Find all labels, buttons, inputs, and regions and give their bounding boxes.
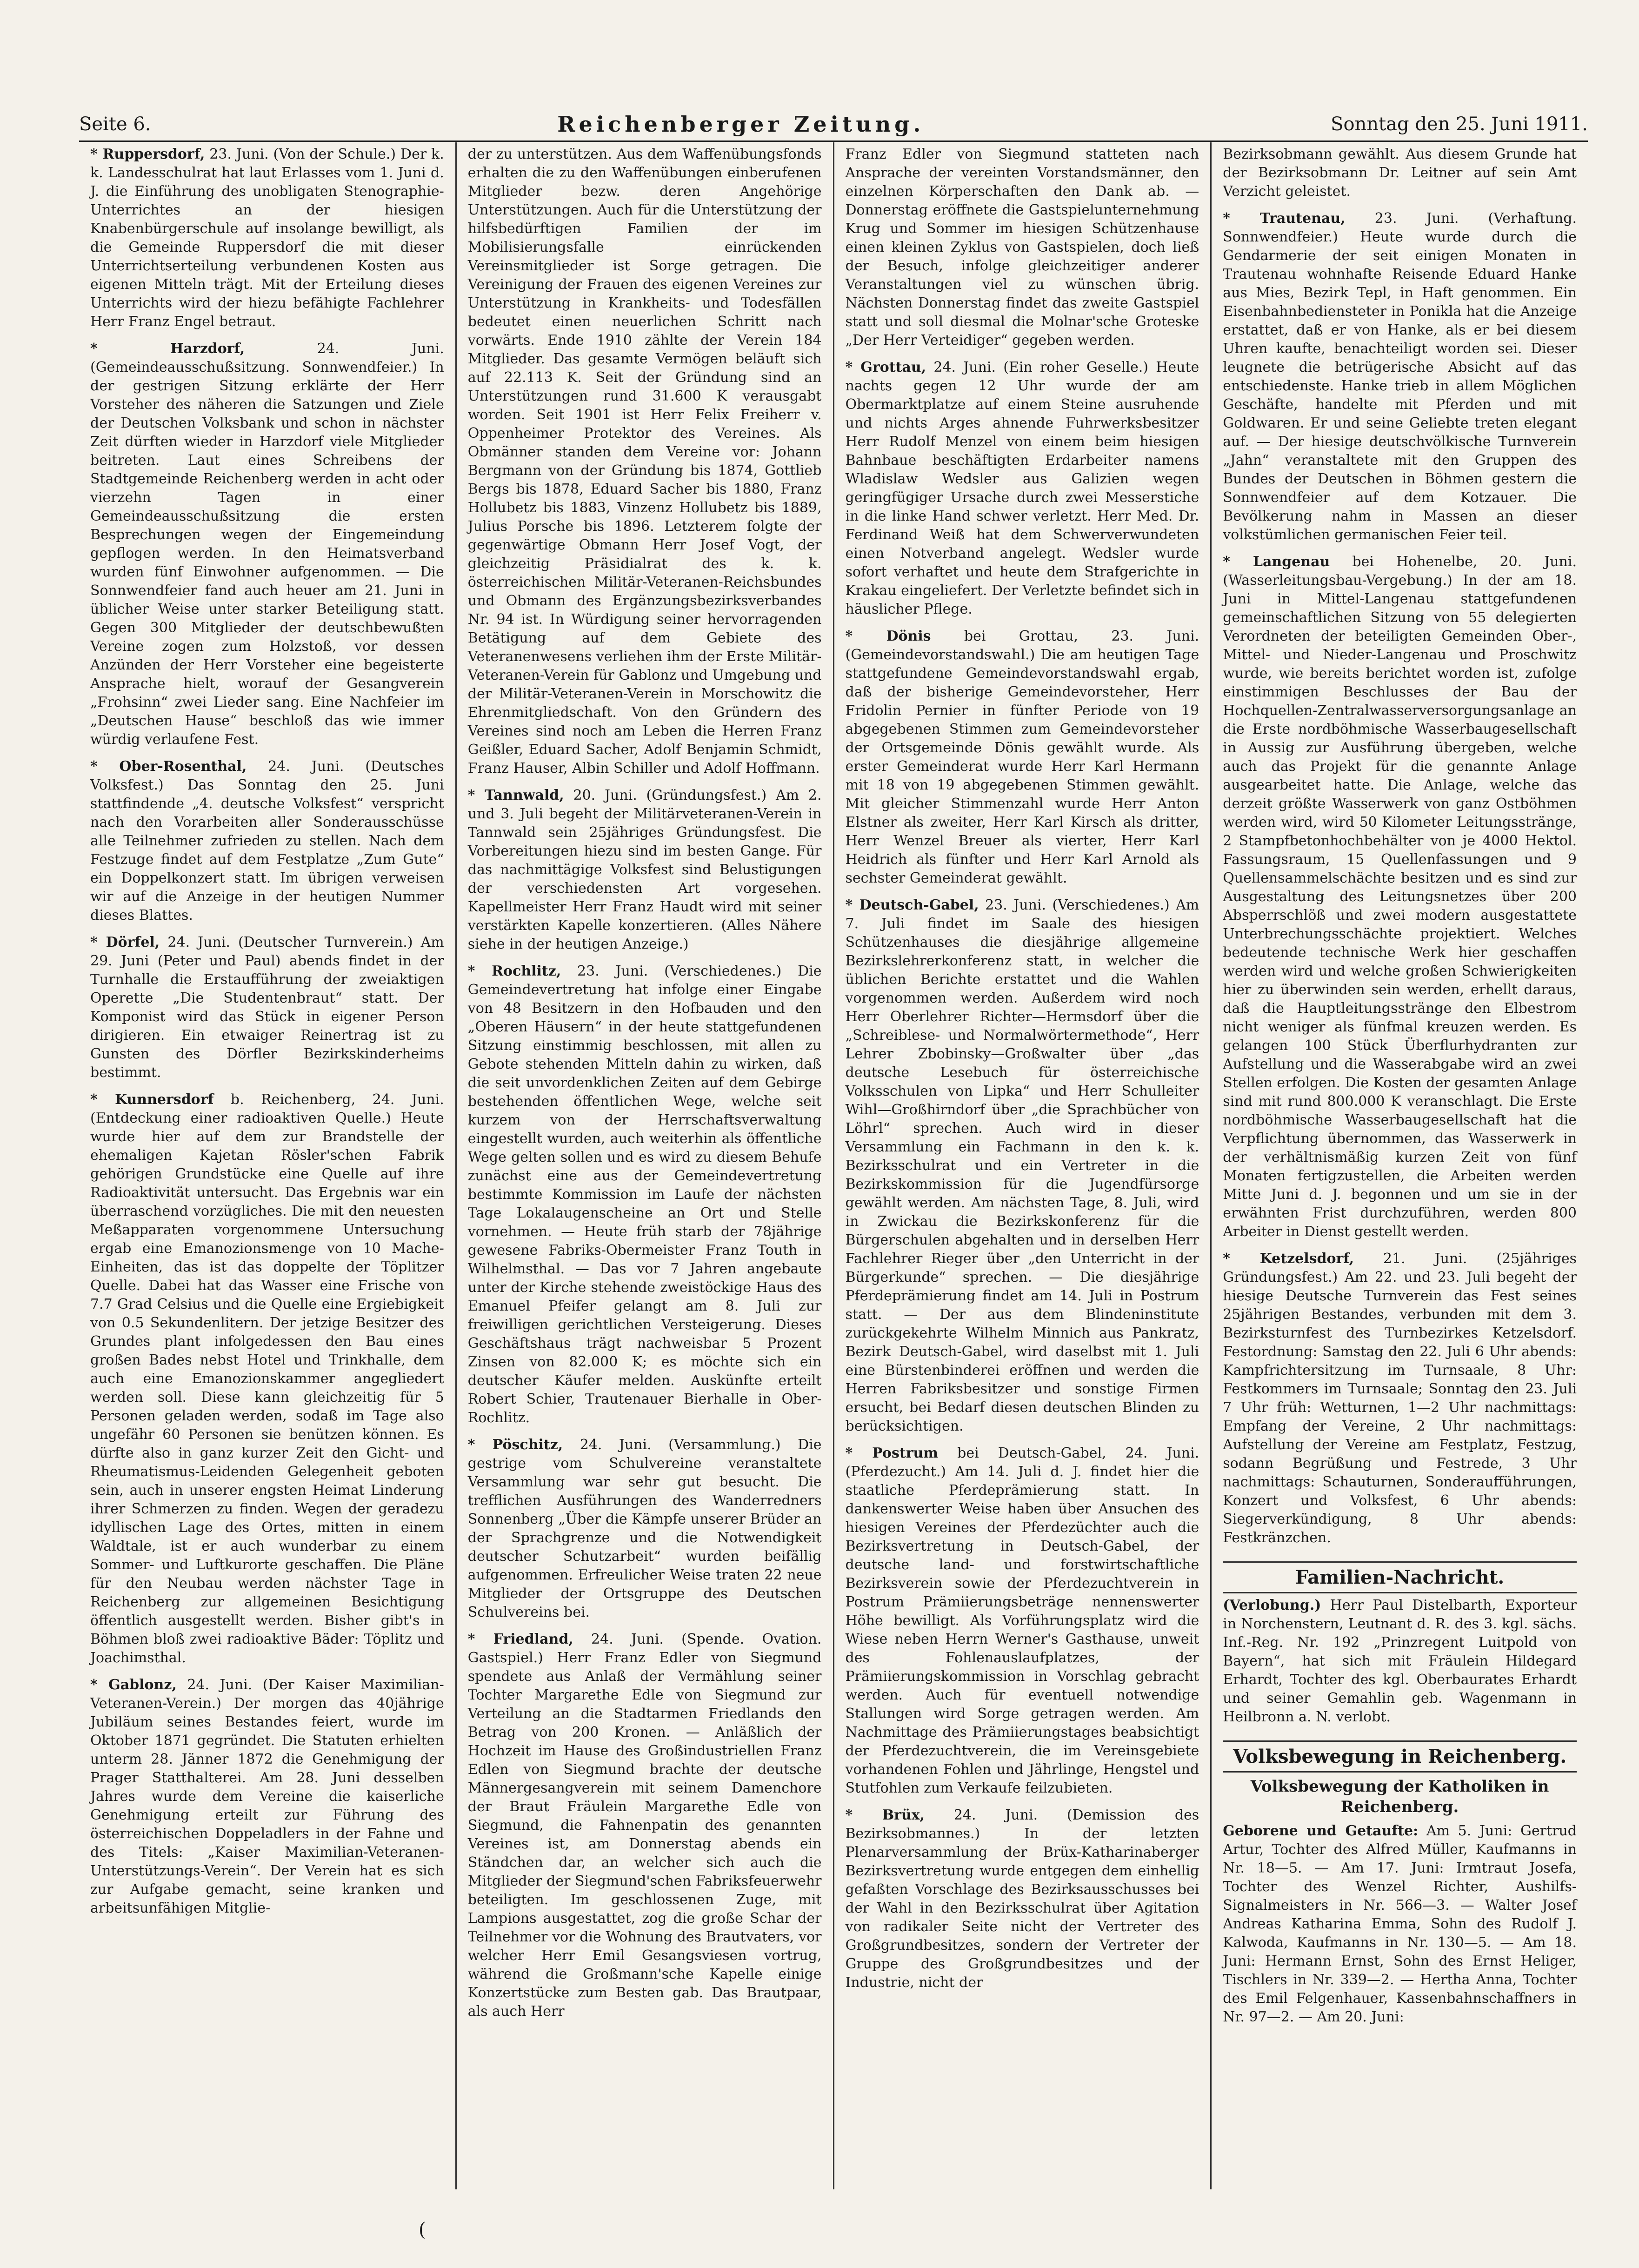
article [90, 933, 444, 1082]
article-body: Der k. k. Landesschulrat hat laut Erlasses vom 1. Juni d. J. die Einführung des unobligaten Stenographie-Unterrichtes an der hiesigen Knabenbürgerschule auf insolange bewilligt, als die Gemeinde Ruppersdorf die mit dieser Unterrichtserteilung verbundenen Kosten aus eigenen Mitteln trägt. Mit der Erteilung dieses Unterrichts wird der hiezu befähigte Fachlehrer Herr Franz Engel betraut. [90, 146, 444, 330]
article-body: Am 5. Juni: Gertrud Artur, Tochter des Alfred Müller, Kaufmanns in Nr. 18—5. — Am 17. Juni: Irmtraut Josefa, Tochter des Wenzel Richter, Aushilfs-Signalmeisters in Nr. 566—3. — Walter Josef Andreas Katharina Emma, Sohn des Rudolf J. Kalwoda, Kaufmanns in Nr. 130—5. — Am 18. Juni: Hermann Ernst, Sohn des Ernst Heliger, Tischlers in Nr. 339—2. — Hertha Anna, Tochter des Emil Felgenhauer, Kassenbahnschaffners in Nr. 97—2. — Am 20. Juni: [1223, 1823, 1577, 2025]
column-2 [457, 142, 834, 2189]
section-heading: Volksbewegung in Reichenberg. [1223, 1740, 1577, 1773]
article-body: Am 14. Juli d. J. findet hier die staatliche Pferdeprämierung statt. In dankenswerter Weise haben über Ansuchen des hiesigen Vereines der Pferdezüchter auch die Bezirksvertretung in Deutsch-Gabel, der deutsche land- und forstwirtschaftliche Bezirksverein sowie der Pferdezuchtverein in Postrum Prämiierungsbeträge nennenswerter Höhe bewilligt. Als Vorführungsplatz wird die Wiese neben Herrn Werner's Gasthause, unweit des Fohlenauslaufplatzes, der Prämiierungskommission in Vorschlag gebracht werden. Auch für eventuell notwendige Stallungen wird Sorge getragen werden. Am Nachmittage des Prämiierungstages beabsichtigt der Pferdezuchtverein, die im Vereinsgebiete vorhandenen Fohlen und Jährlinge, Hengstel und Stutfohlen zum Verkaufe feilzubieten. [845, 1464, 1199, 1796]
article [468, 145, 822, 778]
article-body: Am 2. und 3. Juli begeht der Militärveteranen-Verein in Tannwald sein 25jähriges Gründungsfest. Die Vorbereitungen hiezu sind im besten Gange. Für das nachmittägige Volksfest sind Belustigungen der verschiedensten Art vorgesehen. Kapellmeister Herr Franz Haudt wird mit seiner verstärkten Kapelle konzertieren. (Alles Nähere siehe in der heutigen Anzeige.) [467, 787, 822, 952]
article [468, 786, 822, 954]
article-body: Das Sonntag den 25. Juni stattfindende „4. deutsche Volksfest“ verspricht nach den Vorarbeiten aller Sonderausschüsse alle Teilnehmer zufrieden zu stellen. Nach dem Festzuge findet auf dem Festplatze „Zum Gute“ ein Doppelkonzert statt. Im übrigen verweisen wir auf die Anzeige in der heutigen Nummer dieses Blattes. [90, 777, 444, 923]
article [1223, 209, 1577, 544]
article [1223, 1822, 1577, 2027]
article-dateline: 24. Juni. (Deutsches Volksfest.) [90, 758, 444, 793]
article-dateline: 24. Juni. (Demission des Bezirksobmannes.) [845, 1807, 1199, 1842]
article-columns [79, 142, 1588, 2189]
article-dateline: 24. Juni. (Der Kaiser Maximilian-Veteranen-Verein.) [90, 1677, 444, 1712]
article-body: Heute wurde durch die Gendarmerie der seit einigen Monaten in Trautenau wohnhafte Reisende Eduard Hanke aus Mies, Bezirk Tepl, in Haft genommen. Ein Eisenbahnbediensteter in Ponikla hat die Anzeige erstattet, daß er von Hanke, als er bei diesem Uhren kaufte, benachteiligt worden sei. Dieser leugnete die betrügerische Absicht auf das entschiedenste. Hanke trieb in allem Möglichen Geschäfte, handelte mit Pferden und mit Goldwaren. Er und seine Geliebte treten elegant auf. — Der hiesige deutschvölkische Turnverein „Jahn“ veranstaltete mit den Gruppen des Bundes der Deutschen in Böhmen gestern die Sonnwendfeier auf dem Kotzauer. Die Bevölkerung nahm in Massen an dieser volkstümlichen germanischen Feier teil. [1223, 229, 1577, 543]
article-place: * Trautenau, [1223, 210, 1346, 227]
article-dateline: 23. Juni. (Verschiedenes.) [985, 897, 1170, 913]
footer-mark: ( [419, 2219, 426, 2241]
article [1223, 1250, 1577, 1547]
article-place: * Friedland, [467, 1631, 573, 1647]
article-dateline: bei Grottau, 23. Juni. (Gemeindevorstandswahl.) [845, 628, 1199, 663]
article-place: * Ketzelsdorf, [1223, 1251, 1354, 1267]
article-body: Die am heutigen Tage stattgefundene Gemeindevorstandswahl ergab, daß der bisherige Gemeindevorsteher, Herr Fridolin Pernier in fünfter Periode von 19 abgegebenen Stimmen zum Gemeindevorsteher der Ortsgemeinde Dönis gewählt wurde. Als erster Gemeinderat wurde Herr Karl Hermann mit 18 von 19 abgegebenen Stimmen gewählt. Mit gleicher Stimmenzahl wurde Herr Anton Elstner als zweiter, Herr Karl Kirsch als dritter, Herr Wenzel Breuer als vierter, Herr Karl Heidrich als fünfter und Herr Karl Arnold als sechster Gemeinderat gewählt. [845, 647, 1199, 886]
article [846, 145, 1199, 350]
article-place: * Pöschitz, [467, 1437, 563, 1453]
article-dateline: 23. Juni. (Verhaftung. Sonnwendfeier.) [1223, 210, 1577, 245]
article [468, 962, 822, 1427]
article-place: * Kunnersdorf [90, 1091, 214, 1108]
article-body: Am 22. und 23. Juli begeht der hiesige Deutsche Turnverein das Fest seines 25jährigen Bestandes, verbunden mit dem 3. Bezirksturnfest des Turnbezirkes Ketzelsdorf. Festordnung: Samstag den 22. Juli 6 Uhr abends: Kampfrichtersitzung im Turnsaale, 8 Uhr: Festkommers im Turnsaale; Sonntag den 23. Juli 7 Uhr früh: Wetturnen, 1—2 Uhr nachmittags: Empfang der Vereine, 2 Uhr nachmittags: Aufstellung der Vereine am Festplatz, Festzug, sodann Begrüßung und Festrede, 3 Uhr nachmittags: Schauturnen, Sonderaufführungen, Konzert und Volksfest, 6 Uhr abends: Siegerverkündigung, 8 Uhr abends: Festkränzchen. [1223, 1269, 1577, 1546]
article-place: * Ruppersdorf, [90, 146, 205, 162]
article [846, 358, 1199, 619]
article-dateline: bei Deutsch-Gabel, 24. Juni. (Pferdezucht.) [845, 1445, 1199, 1480]
article-body: Am 29. Juni (Peter und Paul) abends findet in der Turnhalle die Erstaufführung der zweiaktigen Operette „Die Studentenbraut“ statt. Der Komponist wird das Stück in eigener Person dirigieren. Ein etwaiger Reinertrag ist zu Gunsten des Dörfler Bezirkskinderheims bestimmt. [90, 934, 444, 1081]
column-4 [1212, 142, 1588, 2189]
section-heading: Familien-Nachricht. [1223, 1561, 1577, 1593]
article-place: * Grottau, [845, 359, 926, 375]
article-body: Der morgen das 40jährige Jubiläum seines Bestandes feiert, wurde im Oktober 1871 gegründet. Die Statuten erhielten unterm 28. Jänner 1872 die Genehmigung der Prager Statthalterei. Am 28. Juni desselben Jahres wurde dem Vereine die kaiserliche Genehmigung erteilt zur Führung des österreichischen Doppeladlers in der Fahne und des Titels: „Kaiser Maximilian-Veteranen-Unterstützungs-Verein“. Der Verein hat es sich zur Aufgabe gemacht, seine kranken und arbeitsunfähigen Mitglie- [90, 1695, 444, 1916]
article-place: * Postrum [845, 1445, 939, 1461]
column-3 [834, 142, 1212, 2189]
article-place: * Langenau [1223, 554, 1330, 570]
article [468, 1630, 822, 2021]
article-place: * Gablonz, [90, 1677, 177, 1693]
article-dateline: 21. Juni. (25jähriges Gründungsfest.) [1223, 1251, 1577, 1285]
article-dateline: 23. Juni. (Von der Schule.) [209, 146, 396, 162]
article-body: Bezirksobmann gewählt. Aus diesem Grunde hat der Bezirksobmann Dr. Leitner auf sein Amt Verzicht geleistet. [1223, 146, 1577, 200]
article [1223, 553, 1577, 1241]
article-body: Am 7. Juli findet im Saale des hiesigen Schützenhauses die diesjährige allgemeine Bezirkslehrerkonferenz statt, in welcher die üblichen Berichte erstattet und die Wahlen vorgenommen werden. Außerdem wird noch Herr Oberlehrer Richter—Hermsdorf über die „Schreiblese- und Normalwörtermethode“, Herr Lehrer Zbobinsky—Großwalter über „das deutsche Lesebuch für österreichische Volksschulen von Lipka“ und Herr Schulleiter Wihl—Großhirndorf über „die Sprachbücher von Löhrl“ sprechen. Auch wird in dieser Versammlung ein Fachmann in den k. k. Bezirksschulrat und ein Vertreter in die Bezirkskommission für die Jugendfürsorge gewählt werden. Am nächsten Tage, 8. Juli, wird in Zwickau die Bezirkskonferenz für die Bürgerschulen abgehalten und in derselben Herr Fachlehrer Rieger über „den Unterricht in der Bürgerkunde“ sprechen. — Die diesjährige Pferdeprämierung findet am 14. Juli in Postrum statt. — Der aus dem Blindeninstitute zurückgekehrte Wilhelm Minnich aus Pankratz, Bezirk Deutsch-Gabel, wird daselbst mit 1. Juli eine Bürstenbinderei eröffnen und werden die Herren Fabriksbesitzer und sonstige Firmen ersucht, bei Bedarf diesen deutschen Blinden zu berücksichtigen. [845, 897, 1199, 1434]
article-dateline: bei Hohenelbe, 20. Juni. (Wasserleitungsbau-Vergebung.) [1223, 554, 1577, 589]
article-place: * Ober-Rosenthal, [90, 758, 247, 775]
article [1223, 145, 1577, 201]
article-place: (Verlobung.) [1223, 1597, 1321, 1613]
article [846, 896, 1199, 1436]
page-header [79, 108, 1588, 142]
article [90, 145, 444, 331]
article-place: * Deutsch-Gabel, [845, 897, 979, 913]
section-subheading: Volksbewegung der Katholiken in Reichenberg. [1250, 1777, 1549, 1816]
article-body: In der am 18. Juni in Mittel-Langenau stattgefundenen gemeinschaftlichen Sitzung von 55 delegierten Verordneten der beteiligten Gemeinden Ober-, Mittel- und Nieder-Langenau und Proschwitz wurde, wie bereits berichtet worden ist, zufolge einstimmigen Beschlusses der Bau der Hochquellen-Zentralwasserversorgungsanlage an die Erste nordböhmische Wasserbaugesellschaft in Aussig zur Ausführung übergeben, welche auch das Projekt für die genannte Anlage ausgearbeitet hatte. Die Anlage, welche das derzeit größte Wasserwerk von ganz Ostböhmen werden wird, wird 50 Kilometer Leitungsstränge, 2 Stampfbetonhochbehälter von je 4000 Hektol. Fassungsraum, 15 Quellenfassungen und 9 Quellensammelschächte besitzen und es sind zur Ausgestaltung des Leitungsnetzes über 200 Absperrschlöß und zwei modern ausgestattete Unterbrechungsschächte projektiert. Welches bedeutende technische Werk hier geschaffen werden wird und welche großen Schwierigkeiten hier zu überwinden sein werden, erhellt daraus, daß die Hauptleitungsstränge den Elbestrom nicht weniger als fünfmal kreuzen werden. Es gelangen 100 Stück Überflurhydranten zur Aufstellung und die Wasserabgabe wird an zwei Stellen erfolgen. Die Kosten der gesamten Anlage sind mit rund 800.000 K veranschlagt. Die Erste nordböhmische Wasserbaugesellschaft hat die Verpflichtung übernommen, das Wasserwerk in der verhältnismäßig kurzen Zeit von fünf Monaten fertigzustellen, die Arbeiten werden Mitte Juni d. J. begonnen und um sie in der erwähnten Frist durchzuführen, werden 800 Arbeiter in Dienst gestellt werden. [1223, 572, 1577, 1240]
page-number: Seite 6. [79, 114, 151, 135]
article-place: * Dönis [845, 628, 931, 644]
article [846, 1444, 1199, 1798]
article-place: * Tannwald, [467, 787, 564, 803]
article [846, 627, 1199, 888]
article-dateline: 24. Juni. (Gemeindeausschußsitzung. Sonnwendfeier.) [90, 341, 444, 375]
article [90, 757, 444, 925]
article-body: Heute wurde hier auf dem zur Brandstelle der ehemaligen Kajetan Rösler'schen Fabrik gehörigen Grundstücke eine Quelle auf ihre Radioaktivität untersucht. Das Ergebnis war ein überraschend vorzügliches. Die mit den neuesten Meßapparaten vorgenommene Untersuchung ergab eine Emanozionsmenge von 10 Mache-Einheiten, das ist das doppelte der Töplitzer Quelle. Dabei hat das Wasser eine Frische von 7.7 Grad Celsius und die Quelle eine Ergiebigkeit von 0.5 Sekundenlitern. Der jetzige Besitzer des Grundes plant infolgedessen den Bau eines großen Bades nebst Hotel und Trinkhalle, dem auch eine Emanozionskammer angegliedert werden soll. Diese kann gleichzeitig für 5 Personen geladen werden, sodaß im Tage also ungefähr 60 Personen sie benützen können. Es dürfte also in ganz kurzer Zeit den Gicht- und Rheumatismus-Leidenden Gelegenheit geboten sein, auch in unserer engsten Heimat Linderung ihrer Schmerzen zu finden. Wegen der geradezu idyllischen Lage des Ortes, mitten in einem Waldtale, ist er auch wunderbar zu einem Sommer- und Luftkurorte geschaffen. Die Pläne für den Neubau werden nächster Tage in Reichenberg zur allgemeinen Besichtigung öffentlich ausgestellt werden. Bisher gibt's in Böhmen bloß zwei radioaktive Bäder: Töplitz und Joachimsthal. [90, 1110, 444, 1666]
masthead-title: Reichenberger Zeitung. [557, 112, 925, 137]
article-body: Heute nachts gegen 12 Uhr wurde der am Obermarktplatze auf einem Steine ausruhende und nichts Arges ahnende Fuhrwerksbesitzer Herr Rudolf Menzel von einem beim hiesigen Bahnbaue beschäftigten Erdarbeiter namens Wladislaw Wedsler aus Galizien wegen geringfügiger Ursache durch zwei Messerstiche in die linke Hand schwer verletzt. Herr Med. Dr. Ferdinand Weiß hat dem Schwerverwundeten einen Notverband angelegt. Wedsler wurde sofort verhaftet und heute dem Strafgerichte in Krakau eingeliefert. Der Verletzte befindet sich in häuslicher Pflege. [845, 359, 1199, 617]
article-body: In der letzten Plenarversammlung der Brüx-Katharinaberger Bezirksvertretung wurde entgegen dem einhellig gefaßten Vorschlage des Bezirksausschusses bei der Wahl in den Bezirksschulrat über Agitation von radikaler Seite nicht der Vertreter des Großgrundbesitzes, sondern der Vertreter der Gruppe des Großgrundbesitzes und der Industrie, nicht der [845, 1826, 1199, 1991]
article-dateline: 20. Juni. (Gründungsfest.) [573, 787, 767, 803]
article-dateline: 23. Juni. (Verschiedenes.) [577, 963, 782, 979]
article-body: Die Gemeindevertretung hat infolge einer Eingabe von 48 Besitzern in den Hofbauden und den „Oberen Häusern“ in der heute stattgefundenen Sitzung einstimmig beschlossen, mit allen zu Gebote stehenden Mitteln dahin zu wirken, daß die seit unvordenklichen Zeiten auf dem Gebirge bestehenden öffentlichen Wege, welche seit kurzem von der Herrschaftsverwaltung eingestellt wurden, auch weiterhin als öffentliche Wege gelten sollen und es wird zu diesem Behufe zunächst eine aus der Gemeindevertretung bestimmte Kommission im Laufe der nächsten Tage Lokalaugenscheine an Ort und Stelle vornehmen. — Heute früh starb der 78jährige gewesene Fabriks-Obermeister Franz Touth in Wilhelmsthal. — Das vor 7 Jahren angebaute unter der Kirche stehende zweistöckige Haus des Emanuel Pfeifer gelangt am 8. Juli zur freiwilligen gerichtlichen Versteigerung. Dieses Geschäftshaus trägt nachweisbar 5 Prozent Zinsen von 82.000 K; es möchte sich ein deutscher Käufer melden. Auskünfte erteilt Robert Schier, Trautenauer Bierhalle in Ober-Rochlitz. [467, 963, 822, 1426]
article-body: In der gestrigen Sitzung erklärte der Herr Vorsteher des näheren die Satzungen und Ziele der Deutschen Volksbank und schon in nächster Zeit dürften wieder in Harzdorf viele Mitglieder beitreten. Laut eines Schreibens der Stadtgemeinde Reichenberg werden in acht oder vierzehn Tagen in einer Gemeindeausschußsitzung die ersten Besprechungen wegen der Eingemeindung gepflogen werden. In den Heimatsverband wurden fünf Einwohner aufgenommen. — Die Sonnwendfeier fand auch heuer am 21. Juni in üblicher Weise unter starker Beteiligung statt. Gegen 300 Mitglieder der deutschbewußten Vereine zogen zum Holzstoß, vor dessen Anzünden der Herr Vorsteher eine begeisterte Ansprache hielt, worauf der Gesangverein „Frohsinn“ zwei Lieder sang. Eine Nachfeier im „Deutschen Hause“ beschloß das wie immer würdig verlaufene Fest. [90, 359, 444, 748]
article-dateline: 24. Juni. (Versammlung.) [580, 1437, 781, 1453]
issue-date: Sonntag den 25. Juni 1911. [1331, 114, 1588, 135]
article-place: * Brüx, [845, 1807, 925, 1823]
article-place: * Dörfel, [90, 934, 160, 950]
column-1 [79, 142, 457, 2189]
article-body: Herr Paul Distelbarth, Exporteur in Norchenstern, Leutnant d. R. des 3. kgl. sächs. Inf.-Reg. Nr. 192 „Prinzregent Luitpold von Bayern“, hat sich mit Fräulein Hildegard Erhardt, Tochter des kgl. Oberbaurates Erhardt und seiner Gemahlin geb. Wagenmann in Heilbronn a. N. verlobt. [1223, 1597, 1577, 1725]
article-place: * Rochlitz, [467, 963, 561, 979]
article-body: Herr Franz Edler von Siegmund spendete aus Anlaß der Vermählung seiner Tochter Margarethe Edle von Siegmund zur Verteilung an die Stadtarmen Friedlands den Betrag von 200 Kronen. — Anläßlich der Hochzeit im Hause des Großindustriellen Franz Edlen von Siegmund brachte der deutsche Männergesangverein mit seinem Damenchore der Braut Fräulein Margarethe Edle von Siegmund, die Fahnenpatin des genannten Vereines ist, am Donnerstag abends ein Ständchen dar, an welcher sich auch die Mitglieder der Siegmund'schen Fabriksfeuerwehr beteiligten. Im geschlossenen Zuge, mit Lampions ausgestattet, zog die große Schar der Teilnehmer vor die Wohnung des Brautvaters, vor welcher Herr Emil Gesangsviesen vortrug, während die Großmann'sche Kapelle einige Konzertstücke zum Besten gab. Das Brautpaar, als auch Herr [467, 1650, 822, 2020]
article-dateline: 24. Juni. (Spende. Ovation. Gastspiel.) [467, 1631, 822, 1666]
article-dateline: 24. Juni. (Deutscher Turnverein.) [167, 934, 413, 950]
article-body: Die gestrige vom Schulvereine veranstaltete Versammlung war sehr gut besucht. Die trefflichen Ausführungen des Wanderredners Sonnenberg „Über die Kämpfe unserer Brüder an der Sprachgrenze und die Notwendigkeit deutscher Schutzarbeit“ wurden beifällig aufgenommen. Erfreulicher Weise traten 22 neue Mitglieder der Ortsgruppe des Deutschen Schulvereins bei. [467, 1437, 822, 1620]
article [90, 340, 444, 749]
article [846, 1806, 1199, 1992]
article [1223, 1596, 1577, 1726]
article [468, 1436, 822, 1622]
article-place: * Harzdorf, [90, 341, 245, 357]
article [90, 1091, 444, 1667]
article-body: der zu unterstützen. Aus dem Waffenübungsfonds erhalten die zu den Waffenübungen einberufenen Mitglieder bezw. deren Angehörige Unterstützungen. Auch für die Unterstützung der hilfsbedürftigen Familien der im Mobilisierungsfalle einrückenden Vereinsmitglieder ist Sorge getragen. Die Vereinigung der Frauen des eigenen Vereines zur Unterstützung in Krankheits- und Todesfällen bedeutet einen neuerlichen Schritt nach vorwärts. Ende 1910 zählte der Verein 184 Mitglieder. Das gesamte Vermögen beläuft sich auf 22.113 K. Seit der Gründung sind an Unterstützungen rund 31.600 K verausgabt worden. Seit 1901 ist Herr Felix Freiherr v. Oppenheimer Protektor des Vereines. Als Obmänner standen dem Vereine vor: Johann Bergmann von der Gründung bis 1874, Gottlieb Bergs bis 1878, Eduard Sacher bis 1880, Franz Hollubetz bis 1883, Vinzenz Hollubetz bis 1889, Julius Porsche bis 1896. Letzterem folgte der gegenwärtige Obmann Herr Josef Vogt, der gleichzeitig Präsidialrat des k. k. österreichischen Militär-Veteranen-Reichsbundes und Obmann des Ergänzungsbezirksverbandes Nr. 94 ist. In Würdigung seiner hervorragenden Betätigung auf dem Gebiete des Veteranenwesens verliehen ihm der Erste Militär-Veteranen-Verein für Gablonz und Umgebung und der Militär-Veteranen-Verein in Morschowitz die Ehrenmitgliedschaft. Von den Gründern des Vereines sind noch am Leben die Herren Franz Geißler, Eduard Sacher, Adolf Benjamin Schmidt, Franz Hauser, Albin Schiller und Adolf Hoffmann. [467, 146, 822, 776]
article-dateline: b. Reichenberg, 24. Juni. (Entdeckung einer radioaktiven Quelle.) [90, 1091, 444, 1126]
article-place: Geborene und Getaufte: [1223, 1823, 1419, 1839]
article [90, 1676, 444, 1918]
article-dateline: 24. Juni. (Ein roher Geselle.) [933, 359, 1149, 375]
article-body: Franz Edler von Siegmund statteten nach Ansprache der vereinten Vorstandsmänner, den einzelnen Körperschaften den Dank ab. — Donnerstag eröffnete die Gastspielunternehmung Krug und Sommer im hiesigen Schützenhause einen kleinen Zyklus von Gastspielen, doch ließ der Besuch, infolge gleichzeitiger anderer Veranstaltungen viel zu wünschen übrig. Nächsten Donnerstag findet das zweite Gastspiel statt und soll diesmal die Molnar'sche Groteske „Der Herr Verteidiger“ gegeben werden. [845, 146, 1199, 348]
